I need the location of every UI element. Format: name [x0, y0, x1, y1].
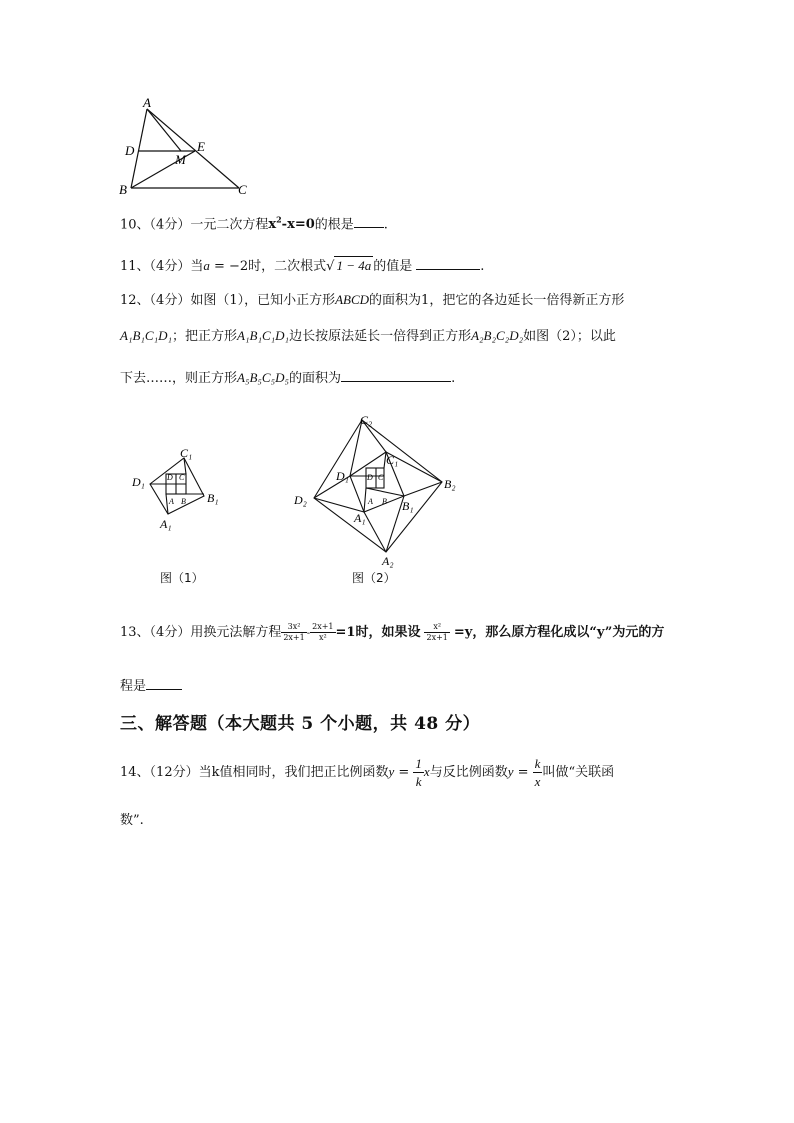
- question-12-line1: 12、（4分）如图（1），已知小正方形ABCD的面积为1，把它的各边延长一倍得新正方形: [120, 292, 625, 308]
- q10-answer-blank[interactable]: [354, 215, 384, 228]
- q11-tail: 的值是: [373, 259, 413, 274]
- fig2-label-a: A: [368, 497, 373, 506]
- fig2-label-d: D: [367, 473, 373, 482]
- fig1-label-d: D: [167, 473, 173, 482]
- sqrt-symbol: √: [326, 259, 335, 274]
- fig1-label-b: B: [181, 497, 186, 506]
- q13-fraction-3: $\frac{\text{x²}}{2x+1}$: [426, 622, 448, 642]
- section-3-heading: 三、解答题（本大题共 5 个小题，共 48 分）: [120, 714, 481, 734]
- q11-cond: = −2: [209, 259, 249, 274]
- triangle-figure: [115, 95, 255, 200]
- fig2-label-a1: A₁: [354, 511, 366, 525]
- label-a: A: [143, 95, 151, 110]
- fig1-label-c1: C₁: [180, 446, 193, 460]
- q11-var: a: [203, 258, 210, 273]
- fig2-label-b: B: [382, 497, 387, 506]
- q10-equation: $x^2-x=0$: [268, 215, 315, 233]
- fig2-label-c2: C₂: [360, 413, 373, 427]
- question-12-line3: 下去……，则正方形A₅B₅C₅D₅的面积为 .: [120, 370, 456, 386]
- label-m: M: [175, 152, 186, 167]
- question-13-line2: 程是: [120, 677, 182, 696]
- fig1-label-a1: A₁: [160, 517, 172, 531]
- question-14-line2: 数”.: [120, 813, 144, 828]
- label-c: C: [238, 182, 247, 197]
- square-figure-1: [128, 442, 228, 537]
- fig2-label-b1: B₁: [402, 499, 414, 513]
- q13-fraction-1: $\frac{\text{3x²}}{2x+1}$: [283, 622, 305, 642]
- question-11: 11、（4分）当a = −2时，二次根式√ 1 − 4a 的值是 .: [120, 258, 485, 274]
- q10-tail: 的根是: [314, 217, 354, 233]
- q13-answer-blank[interactable]: [146, 677, 182, 690]
- fig1-label-c: C: [179, 473, 185, 482]
- q12-answer-blank[interactable]: [341, 369, 451, 382]
- fig2-label-d2: D₂: [294, 493, 307, 507]
- fig2-label-c1: C₁: [386, 453, 399, 467]
- question-10: 10、（4分）一元二次方程$x^2-x=0$的根是 .: [120, 215, 388, 233]
- fig1-label-b1: B₁: [207, 491, 219, 505]
- fig2-label-c: C: [378, 473, 384, 482]
- question-12-line2: A₁B₁C₁D₁；把正方形A₁B₁C₁D₁边长按原法延长一倍得到正方形A₂B₂C₂D₂如图（2）；以此: [120, 328, 616, 344]
- fig2-label-b2: B₂: [444, 477, 456, 491]
- square-figure-2: [290, 410, 465, 570]
- label-d: D: [125, 143, 135, 158]
- fig2-label-d1: D₁: [336, 469, 349, 483]
- fig2-caption: 图（2）: [352, 571, 396, 585]
- q11-number: 11、（4分）当: [120, 259, 204, 274]
- q11-radicand: 1 − 4a: [336, 258, 372, 273]
- question-14-line1: 14、（12分）当k值相同时，我们把正比例函数y = $\frac{1}{k}$ x与反比例函数y = $\frac{k}{x}$ 叫做“关联函: [120, 756, 615, 789]
- question-13-line1: 13、（4分）用换元法解方程 $\frac{\text{3x²}}{2x+1}$ - $\frac{2x+1}{\text{x²}}$ =1时，如果设 $\frac{\text{x²}}{2x+1}$ =y，那么原方程化成以“y”为元的方: [120, 622, 665, 642]
- q14-fraction-1: $\frac{1}{k}$: [415, 756, 422, 789]
- q11-answer-blank[interactable]: [416, 257, 480, 270]
- q14-fraction-2: $\frac{k}{x}$: [534, 756, 541, 789]
- q11-mid: 时，二次根式: [248, 259, 327, 274]
- fig1-label-d1: D₁: [132, 475, 145, 489]
- q10-number: 10、（4分）一元二次方程: [120, 217, 269, 233]
- label-b: B: [119, 182, 127, 197]
- fig2-label-a2: A₂: [382, 554, 394, 568]
- fig1-label-a: A: [169, 497, 174, 506]
- q13-fraction-2: $\frac{2x+1}{\text{x²}}$: [312, 622, 334, 642]
- label-e: E: [197, 139, 205, 154]
- fig1-caption: 图（1）: [160, 571, 204, 585]
